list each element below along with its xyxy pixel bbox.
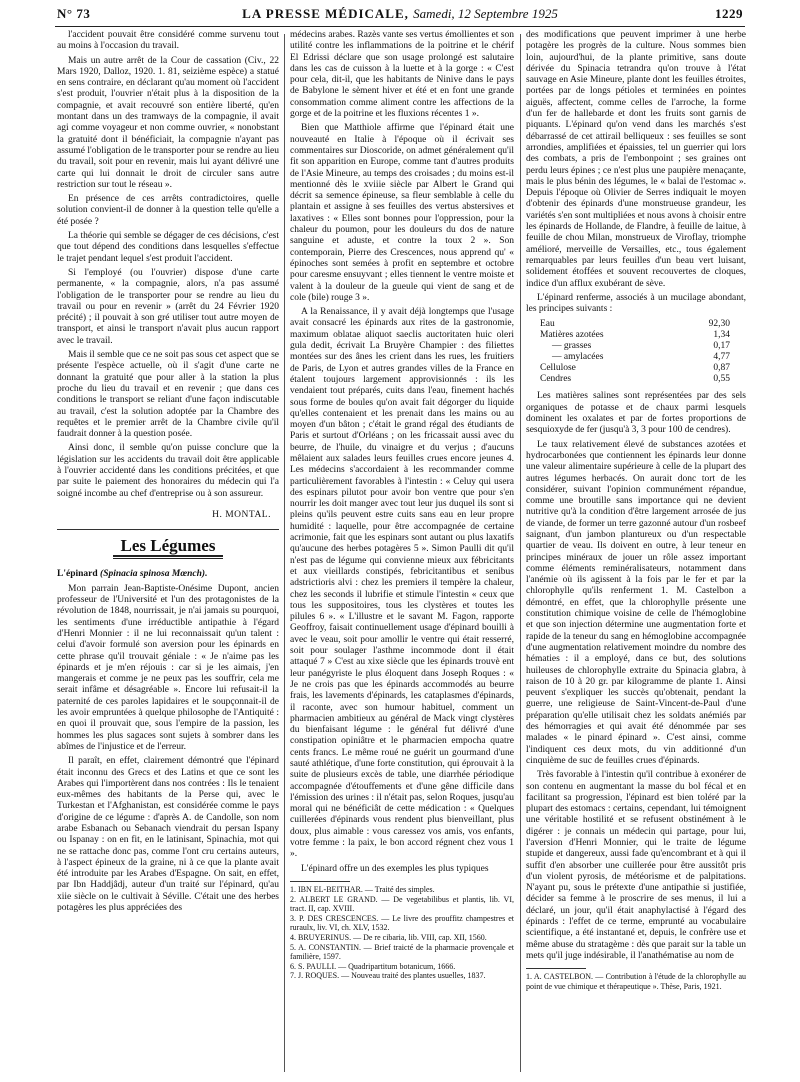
paragraph: Mais il semble que ce ne soit pas sous cet aspect que se présente l'espèce actuelle, où il s'agit d'une carte ne donnant la gratuité que pour aller à la station la plus proche du lieu du travail et en revenir ; que dans ces conditions le transport se reliant d'une façon indiscutable au travail, c'est la solution adoptée par la Chambre des requêtes et le premier arrêt de la Chambre civile qu'il faudrait donner à la question posée. (57, 350, 279, 440)
composition-label: Eau (540, 319, 555, 330)
footnote: 7. J. ROQUES. — Nouveau traité des plantes usuelles, 1837. (290, 971, 486, 981)
paragraph: Mon parrain Jean-Baptiste-Onésime Dupont, ancien professeur de l'Université et l'un des protagonistes de la révolution de 1848, nourrissait, je n'ai jamais su pourquoi, les sentiments d'une irréductible antipathie à l'égard d'Henri Monnier : il ne lui reconnaissait qu'un talent : celui d'avoir formulé son aversion pour les épinards en cette phrase qu'il trouvait géniale : « Je n'aime pas les épinards et je m'en réjouis : car si je les aimais, j'en mangerais et comme je ne peux pas les souffrir, cela me serait infâme et désagréable ». Encore lui refusait-il la paternité de ces paroles lapidaires et le soupçonnait-il de les avoir empruntées à quelque philosophe de l'Antiquité : en quoi il prouvait que, sous l'empire de la passion, les hommes les plus sagaces sont sujets à sombrer dans les abîmes de l'injustice et de l'erreur. (57, 583, 279, 752)
composition-value: 0,55 (713, 374, 730, 385)
composition-row (538, 352, 732, 363)
footnote-rule (290, 881, 350, 882)
paragraph: Bien que Matthiole affirme que l'épinard était une nouveauté en Italie à l'époque où il écrivait ses commentaires sur Dioscoride, on admet généralement qu'il fit son apparition en Europe, comme tant d'autres produits de l'Asie Mineure, au temps des croisades ; du moins est-il mentionné dès le xviiie siècle par Albert le Grand qui décrit sa semence épineuse, sa fleur semblable à celle du plantain et assigne à ses feuilles des vertus abstersives et laxatives : « Elles sont bonnes pour l'oppression, pour la chaleur du poumon, pour les douleurs du dos de nature sanguine et aduste, et contre la toux 2 ». Son contemporain, Pierre des Crescences, nous apprend qu' « épinoches sont semées à profit en septembre et octobre pour caresme ensuyvant ; elles tiennent le ventre moiste et valent à la douleur de la gueule qui vient de sang et de cole (bile) rouge 3 ». (290, 123, 514, 303)
section-title: Les Légumes (120, 536, 216, 556)
composition-label: — grasses (552, 341, 592, 352)
column-divider (284, 34, 285, 1072)
journal-title (55, 6, 745, 22)
column-2 (290, 30, 514, 1076)
paragraph: En présence de ces arrêts contradictoires, quelle solution convient-il de donner à la question telle qu'elle a été posée ? (57, 194, 279, 227)
composition-row (538, 374, 732, 385)
paragraph: L'épinard offre un des exemples les plus typiques (301, 863, 489, 874)
footnote: 6. S. PAULLI. — Quadripartitum botanicum, 1666. (290, 961, 456, 971)
paragraph: Mais un autre arrêt de la Cour de cassation (Civ., 22 Mars 1920, Dalloz, 1920. 1. 81, seizième espèce) a statué en sens contraire, en déclarant qu'au moment où l'accident s'est produit, l'ouvrier n'était plus à la disposition de la compagnie, et avait recouvré son entière liberté, qu'en montant dans un des tramways de la compagnie, il avait agi comme voyageur et non comme ouvrier, « nonobstant la gratuité dont il bénéficiait, la compagnie n'ayant pas assumé l'obligation de le transporter pour se rendre au lieu du travail, soit pour en revenir, mais lui ayant délivré une carte qui lui donnait le droit de circuler sans autre restriction sur tout le réseau ». (57, 55, 279, 190)
footnote: 5. A. CONSTANTIN. — Brief traicté de la pharmacie provençale et familière, 1597. (290, 942, 514, 962)
footnote: 1. A. CASTELBON. — Contribution à l'étude de la chlorophylle au point de vue chimique et thérapeutique ». Thèse, Paris, 1921. (526, 972, 746, 991)
paragraph: A la Renaissance, il y avait déjà longtemps que l'usage avait consacré les épinards aux rites de la gastronomie, maximum oblatae aliquot saeclis auctoritaten huic oleri gula dedit, écrivait La Bruyère Champier : des filiettes montées sur des ânes les crient dans les rues, les fruitiers de Paris, de Lyon et autres grandes villes de la France en étalent toujours largement approvisionnés : ils les vendaient tout préparés, cuits dans l'eau, finement hachés sous forme de boules qu'on avait fait dégorger du liquide qu'elles contenaient et les prenait dans les mains ou au moyen d'un bâton ; c'était le grand régal des étudiants de Paris et surtout d'Orléans ; on les fricassait aussi avec du beurre, de l'huile, du vinaigre et du verjus ; d'aucuns mêlaient aux salades leurs feuilles crues encore jeunes 4. Les médecins s'accordaient à les recommander comme particulièrement favorables à l'intestin : « Celuy qui usera des espinars pilutot pour avoir bon ventre que pour s'en nourrir les doit manger avec tout leur jus duquel ils sont si pleins qu'ils peuvent estre cuits sans eau en leur propre humidité : laquelle, pour être accompagnée de certaine acrimonie, fait que les espinars sont autant ou plus laxatifs qu'aucune des herbes potagères 5 ». Simon Paulli dit qu'il n'est pas de légume qui convienne mieux aux fébricitants et aux vieillards constipés, febricitantibus et senibus adstrictioris alvi : chez les premiers il tempère la chaleur, chez les seconds il lubrifie et stimule l'intestin « ceux que tous les suppositoires, tous les clystères et toutes les pilules 6 ». « L'illustre et le savant M. Fagon, rapporte Geoffroy, faisait continuellement usage d'épinard bouilli à avec le veau, soit pour amollir le ventre qui était resserré, soit pour soulager l'asthme incommode dont il était attaqué 7 » C'est au xixe siècle que les épinards trouvè ent leur panégyriste le plus éloquent dans Joseph Roques : « Je ne crois pas que les épinards accommodés au beurre frais, les lavements d'épinards, les cataplasmes d'épinards, il raconte, avec son humour habituel, comment un pharmacien ambitieux au général de Mack vingt clystères du bienfaisant légume : le général fut délivré d'une constipation opiniâtre et le pharmacien empocha quatre cents francs. Le même roué ne guérit un gourmand d'une sauté athlétique, d'une forte constitution, qui éprouvait à la suite de plusieurs excès de table, une diarrhée périodique accompagnée d'étouffements et d'une gêne difficile dans l'émission des urines : il n'était pas, selon Roques, jusqu'au moral qui ne bénéficiât de cette médication : « Quelques cuillerées d'épinards vous rendent plus bienveillant, plus doux, plus aimable : vous caressez vos amis, vos enfants, votre femme : la paix, le bon accord régnent chez vous 1 ». (290, 307, 514, 860)
composition-value: 0,17 (713, 341, 730, 352)
composition-label: — amylacées (552, 352, 604, 363)
article-separator (57, 529, 279, 530)
issue-date: Samedi, 12 Septembre 1925 (413, 6, 558, 21)
composition-value: 1,34 (713, 330, 730, 341)
composition-row (538, 319, 732, 330)
paragraph: L'épinard renferme, associés à un mucilage abondant, les principes suivants : (526, 292, 746, 315)
composition-label: Cendres (540, 374, 572, 385)
paragraph: Les matières salines sont représentées par des sels organiques de potasse et de chaux parmi lesquels dominent les oxalates et par de fortes proportions de sesquioxyde de fer (jusqu'à 3, 3 pour 100 de cendres). (526, 391, 746, 436)
paragraph: La théorie qui semble se dégager de ces décisions, c'est que tout dépend des conditions dans lesquelles s'effectue le trajet pendant lequel s'est produit l'accident. (57, 231, 279, 264)
header-rule (55, 26, 745, 27)
paragraph: Ainsi donc, il semble qu'on puisse conclure que la législation sur les accidents du travail doit être applicable à l'ouvrier accidenté dans les conditions précitées, et que par suite le paiement des honoraires du médecin qui l'a soigné incombe au chef d'entreprise ou à son assureur. (57, 443, 279, 499)
column-1 (57, 30, 279, 1076)
paragraph: Le taux relativement élevé de substances azotées et hydrocarbonées que contiennent les épinards leur donne une valeur alimentaire supérieure à celle de la plupart des autres légumes herbacés. On aurait donc tort de les considérer, suivant l'opinion communément répandue, comme une broutille sans importance qui ne devient nutritive qu'à la condition d'être largement arrosée de jus de viande, de former un terre gazonné autour d'un rosbeef saignant, d'un jambon plantureux ou d'un respectable quartier de veau. Ils doivent en outre, à leur teneur en principes minéraux de jouer un rôle assez important comme éléments reminéralisateurs, notamment dans l'anémie où ils agissent à la fois par le fer et par la chlorophylle qu'ils renferment 1. M. Castelbon a démontré, en effet, que la chlorophylle présente une constitution chimique voisine de celle de l'hémoglobine et que son injection détermine une augmentation forte et rapide de la teneur du sang en hémoglobine accompagnée d'une augmentation relativement moindre du nombre des hématies : il a employé, dans ce but, des solutions huileuses de chlorophylle extraite du Spinacia glabra, à raison de 10 à 20 gr. par kilogramme de plante 1. Ainsi peuvent s'expliquer les succès qu'obtenait, pendant la guerre, une religieuse de Saint-Vincent-de-Paul d'une préparation qu'elle utilisait chez les soldats anémiés par des hémorragies et qui avait été dénommée par ses malades « le pinard épinard ». C'est ainsi, comme l'indiquent ces deux mots, du vin additionné d'un cinquième de suc de feuilles crues d'épinards. (526, 439, 746, 766)
paragraph: Il paraît, en effet, clairement démontré que l'épinard était inconnu des Grecs et des Latins et que ce sont les Arabes qui l'importèrent dans nos contrées : Ils le tenaient eux-mêmes des habitants de la Perse qui, avec le Turkestan et l'Afghanistan, est considérée comme le pays d'origine de ce légume : d'après A. de Candolle, son nom arabe Esbanach ou Sebanach viendrait du persan Ispany ou Ispanay : on en fit, en le latinisant, Spinachia, mot qui ne se rattache donc pas, comme l'ont cru certains auteurs, à l'aspect épineux de la graine, ni à ce que la plante avait été introduite par les Arabes d'Espagne. On sait, en effet, par Ibn Haddjâdj, auteur d'un traité sur l'épinard, qu'au xiie siècle on le cultivait à Séville. C'était une des herbes potagères les plus appréciées des (57, 756, 279, 914)
paragraph: Si l'employé (ou l'ouvrier) dispose d'une carte permanente, « la compagnie, alors, n'a pas assumé l'obligation de le transporter pour se rendre au lieu du travail ou pour en revenir » (arrêt du 24 Février 1920 précité) ; il pouvait à son gré utiliser tout autre moyen de transport, et ainsi le transport n'avait plus aucun rapport avec le travail. (57, 267, 279, 346)
footnote: 1. IBN EL-BEITHAR. — Traité des simples. (290, 884, 435, 894)
composition-label: Matières azotées (540, 330, 604, 341)
page-number-right: 1229 (715, 6, 743, 21)
footnote-rule (526, 968, 586, 969)
composition-row (538, 341, 732, 352)
composition-value: 0,87 (713, 363, 730, 374)
composition-value: 4,77 (713, 352, 730, 363)
footnote: 3. P. DES CRESCENCES. — Le livre des prouffitz champestres et ruraulx, liv. VI, ch. XLV, 1532. (290, 913, 514, 933)
journal-name: LA PRESSE MÉDICALE, (242, 6, 409, 21)
article-latin-name: (Spinacia spinosa Mœnch). (100, 569, 208, 580)
composition-table (538, 319, 732, 385)
footnote: 2. ALBERT LE GRAND. — De vegetabilibus et plantis, lib. VI, tract. II, cap. XVIII. (290, 894, 514, 914)
composition-row (538, 330, 732, 341)
column-3 (526, 30, 746, 1076)
composition-row (538, 363, 732, 374)
paragraph: médecins arabes. Razès vante ses vertus émollientes et son utilité contre les inflammations de la poitrine et le chérif El Edrissi déclare que son usage prolongé est salutaire dans les cas de cuisson à la luette et à la gorge : « C'est pour cela, dit-il, que les habitants de Ninive dans le pays de Babylone le sèment hiver et été et en font une grande consommation comme aliment contre les affections de la gorge et de la poitrine et les fluxions récentes 1 ». (290, 30, 514, 120)
column-divider (520, 34, 521, 1072)
page-number-left: N° 73 (57, 6, 91, 21)
composition-value: 92,30 (708, 319, 730, 330)
article-title (57, 569, 279, 580)
title-rule (113, 555, 223, 559)
paragraph: des modifications que peuvent imprimer à une herbe potagère les progrès de la culture. Nous sommes bien loin, aujourd'hui, de la plante primitive, sans doute dérivée du Spinacia tetrandra qu'on trouve à l'état sauvage en Asie Mineure, plante dont les feuilles étroites, portées par de longs pétioles et terminées en pointes aiguës, affectent, comme celles de l'arroche, la forme d'un fer de hallebarde et dont les fruits sont garnis de piquants. L'épinard qu'on vend dans les marchés s'est débarrassé de cet attirail belliqueux : ses feuilles se sont arrondies, amplifiées et épaissies, tel un guerrier qui lors des combats, a pris de l'embonpoint ; ses graines ont perdu leurs épines ; ce n'est plus une paupière menaçante, mais le plus bénin des légumes, le « balai de l'estomac ». Depuis l'époque où Olivier de Serres indiquait le moyen d'obtenir des épinards d'une monstrueuse grandeur, les variétés s'en sont multipliées et nous avons à choisir entre les épinards de Hollande, de Flandre, à feuille de laitue, à feuille de chou Milan, monstrueux de Viroflay, triomphe amélioré, merveille de Versailles, etc., tous également remarquables par leurs feuilles d'un beau vert luisant, solidement étoffées et souvent recouvertes de cloques, indice d'un afflux exubérant de sève. (526, 30, 746, 289)
paragraph: l'accident pouvait être considéré comme survenu tout au moins à l'occasion du travail. (57, 30, 279, 52)
composition-label: Cellulose (540, 363, 576, 374)
article-title-text: L'épinard (57, 569, 98, 580)
paragraph: Très favorable à l'intestin qu'il contribue à exonérer de son contenu en augmentant la masse du bol fécal et en facilitant sa progression, l'épinard est bien toléré par la plupart des estomacs : certains, cependant, lui témoignent une véritable hostilité et se refusent obstinément à le digérer : je connais un médecin qui partage, pour lui, l'aversion d'Henri Monnier, qui le traite de légume stupide et dangereux, aussi fade qu'encombrant et à qui il suffit d'en absorber une cuillerée pour être aussitôt pris d'un violent pyrosis, de météorisme et de palpitations. N'ayant pu, sous le prétexte d'une antipathie si justifiée, décider sa femme à le proscrire de ses menus, il lui a déclaré, un jour, qu'il était anaphylactisé à l'égard des épinards : l'effet de ce terme, emprunté au vocabulaire scientifique, a été instantané et, depuis, le confrère use et même abuse du stratagème : dès que parait sur la table un mets qu'il juge indésirable, il l'anathématise au nom de (526, 770, 746, 961)
author-signature: H. MONTAL. (212, 509, 271, 520)
footnote: 4. BRUYERINUS. — De re cibaria, lib. VIII, cap. XII, 1560. (290, 932, 487, 942)
